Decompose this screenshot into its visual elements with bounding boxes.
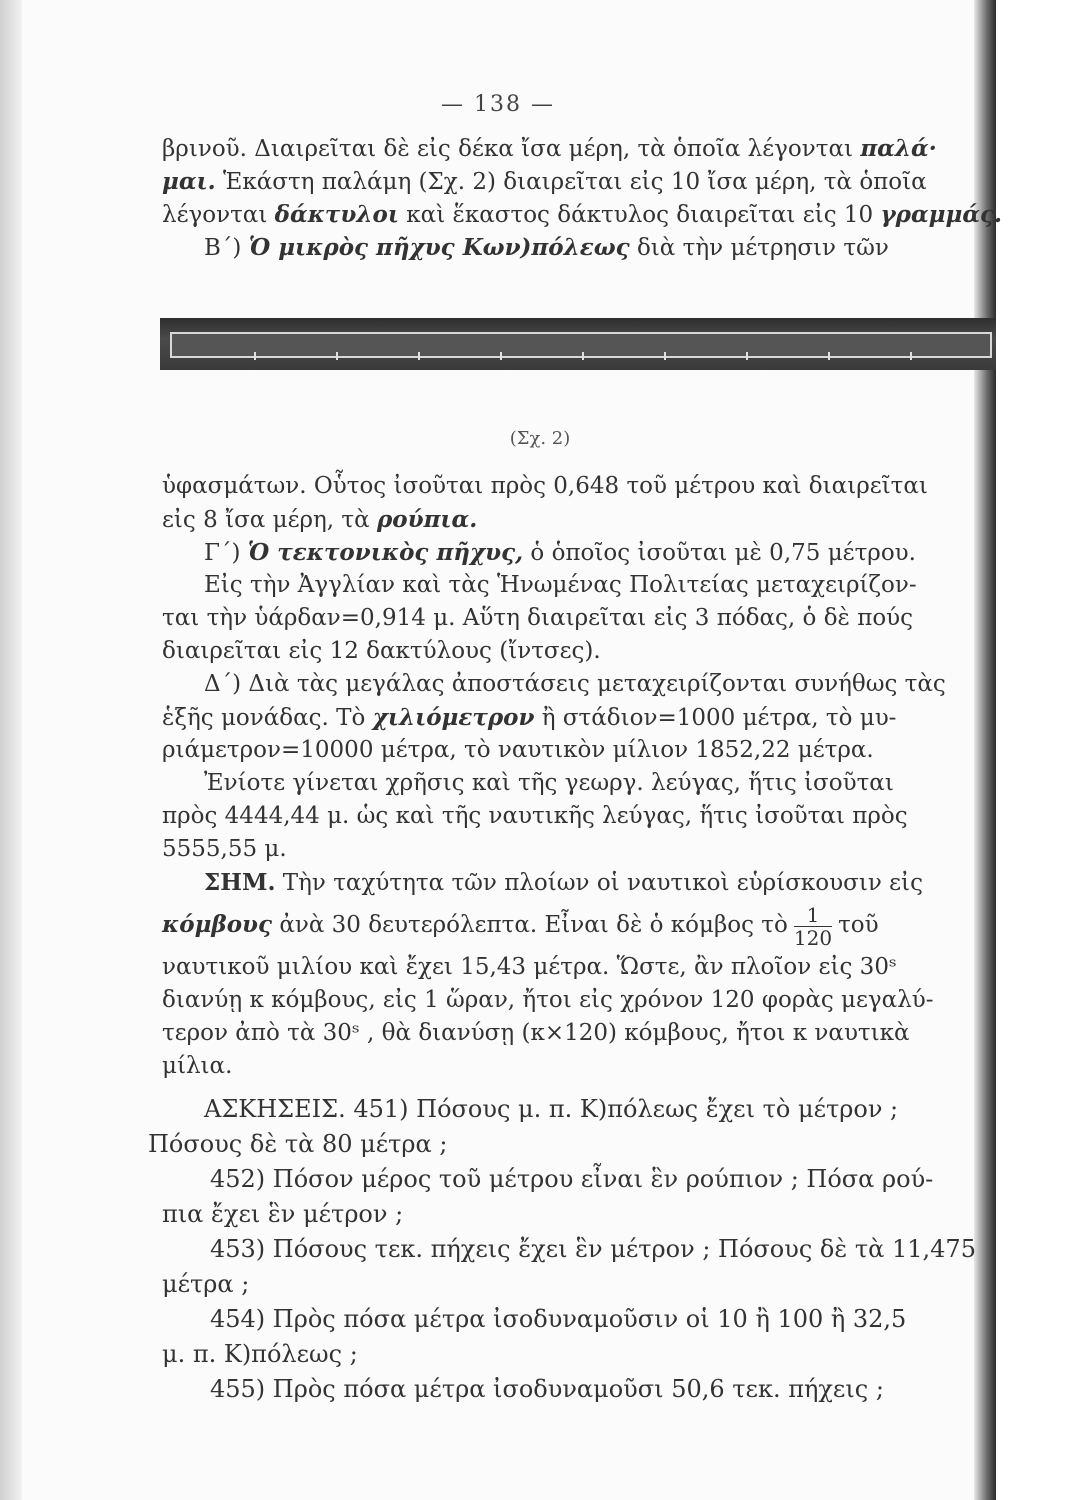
text-line: Β΄) Ὁ μικρὸς πῆχυς Κων)πόλεως διὰ τὴν μέτρησιν τῶν — [204, 234, 889, 261]
exercise-line: 455) Πρὸς πόσα μέτρα ἰσοδυναμοῦσι 50,6 τεκ. πήχεις ; — [210, 1375, 884, 1403]
fraction: $\frac{1}{120}$ — [793, 902, 833, 950]
ruler-tick — [910, 352, 912, 360]
text-line: πρὸς 4444,44 μ. ὡς καὶ τῆς ναυτικῆς λεύγας, ἥτις ἰσοῦται πρὸς — [162, 803, 908, 829]
text-line: ριάμετρον=10000 μέτρα, τὸ ναυτικὸν μίλιον 1852,22 μέτρα. — [162, 737, 874, 763]
top-text-block — [162, 132, 1003, 264]
text-line: ναυτικοῦ μιλίου καὶ ἔχει 15,43 μέτρα. Ὥστε, ἂν πλοῖον εἰς 30ˢ — [162, 954, 897, 980]
ruler-tick — [582, 352, 584, 360]
text-line: ΣΗΜ. Τὴν ταχύτητα τῶν πλοίων οἱ ναυτικοὶ εὑρίσκουσιν εἰς — [204, 869, 923, 896]
ruler-tick — [828, 352, 830, 360]
exercise-line: 453) Πόσους τεκ. πήχεις ἔχει ἓν μέτρον ; Πόσους δὲ τὰ 11,475 — [210, 1235, 976, 1263]
text-line: Ἐνίοτε γίνεται χρῆσις καὶ τῆς γεωργ. λεύγας, ἥτις ἰσοῦται — [204, 770, 894, 796]
text-line-fraction: κόμβους ἀνὰ 30 δευτερόλεπτα. Εἶναι δὲ ὁ κόμβος τὸ $\frac{1}{120}$ τοῦ — [162, 902, 879, 950]
exercise-line: 452) Πόσον μέρος τοῦ μέτρου εἶναι ἓν ρούπιον ; Πόσα ρού- — [210, 1165, 934, 1193]
page-left-edge — [0, 0, 22, 1500]
ruler-scale — [170, 332, 992, 358]
figure-caption: (Σχ. 2) — [509, 428, 571, 449]
ruler-tick — [664, 352, 666, 360]
text-line: μαι. Ἑκάστη παλάμη (Σχ. 2) διαιρεῖται εἰς 10 ἴσα μέρη, τὰ ὁποῖα — [162, 168, 927, 195]
text-line: λέγονται δάκτυλοι καὶ ἕκαστος δάκτυλος διαιρεῖται εἰς 10 γραμμάς. — [162, 201, 1003, 228]
text-line: τερον ἀπὸ τὰ 30ˢ , θὰ διανύσῃ (κ×120) κόμβους, ἤτοι κ ναυτικὰ — [162, 1020, 910, 1046]
ruler-tick — [254, 352, 256, 360]
text-line: βρινοῦ. Διαιρεῖται δὲ εἰς δέκα ἴσα μέρη, τὰ ὁποῖα λέγονται παλά· — [162, 135, 937, 162]
main-text-block — [162, 470, 962, 1083]
text-line: ται τὴν ὑάρδαν=0,914 μ. Αὕτη διαιρεῖται εἰς 3 πόδας, ὁ δὲ πούς — [162, 605, 914, 631]
page-number: — 138 — — [441, 92, 555, 117]
text-line: Δ΄) Διὰ τὰς μεγάλας ἀποστάσεις μεταχειρίζονται συνήθως τὰς — [204, 671, 946, 697]
exercise-line: πια ἔχει ἓν μέτρον ; — [162, 1200, 404, 1228]
text-line: Εἰς τὴν Ἀγγλίαν καὶ τὰς Ἡνωμένας Πολιτείας μεταχειρίζον- — [204, 572, 917, 598]
exercise-line: μέτρα ; — [162, 1270, 250, 1298]
text-line: εἰς 8 ἴσα μέρη, τὰ ρούπια. — [162, 506, 478, 533]
exercise-line: 454) Πρὸς πόσα μέτρα ἰσοδυναμοῦσιν οἱ 10 ἢ 100 ἢ 32,5 — [210, 1305, 907, 1333]
text-line: διανύῃ κ κόμβους, εἰς 1 ὥραν, ἤτοι εἰς χρόνον 120 φορὰς μεγαλύ- — [162, 987, 934, 1013]
exercise-line: ΑΣΚΗΣΕΙΣ. 451) Πόσους μ. π. Κ)πόλεως ἔχει τὸ μέτρον ; — [204, 1095, 899, 1123]
exercise-line: Πόσους δὲ τὰ 80 μέτρα ; — [148, 1130, 448, 1158]
text-line: διαιρεῖται εἰς 12 δακτύλους (ἴντσες). — [162, 638, 601, 664]
exercise-line: μ. π. Κ)πόλεως ; — [162, 1340, 358, 1368]
text-line: 5555,55 μ. — [162, 836, 287, 862]
ruler-tick — [418, 352, 420, 360]
ruler-tick — [746, 352, 748, 360]
text-line: μίλια. — [162, 1053, 233, 1079]
text-line: ὑφασμάτων. Οὗτος ἰσοῦται πρὸς 0,648 τοῦ μέτρου καὶ διαιρεῖται — [162, 473, 928, 499]
ruler-tick — [500, 352, 502, 360]
exercises-block — [148, 1092, 976, 1407]
text-line: Γ΄) Ὁ τεκτονικὸς πῆχυς, ὁ ὁποῖος ἰσοῦται μὲ 0,75 μέτρου. — [204, 539, 916, 566]
ruler-tick — [336, 352, 338, 360]
text-line: ἑξῆς μονάδας. Τὸ χιλιόμετρον ἢ στάδιον=1000 μέτρα, τὸ μυ- — [162, 704, 897, 731]
ruler-figure — [160, 318, 996, 370]
